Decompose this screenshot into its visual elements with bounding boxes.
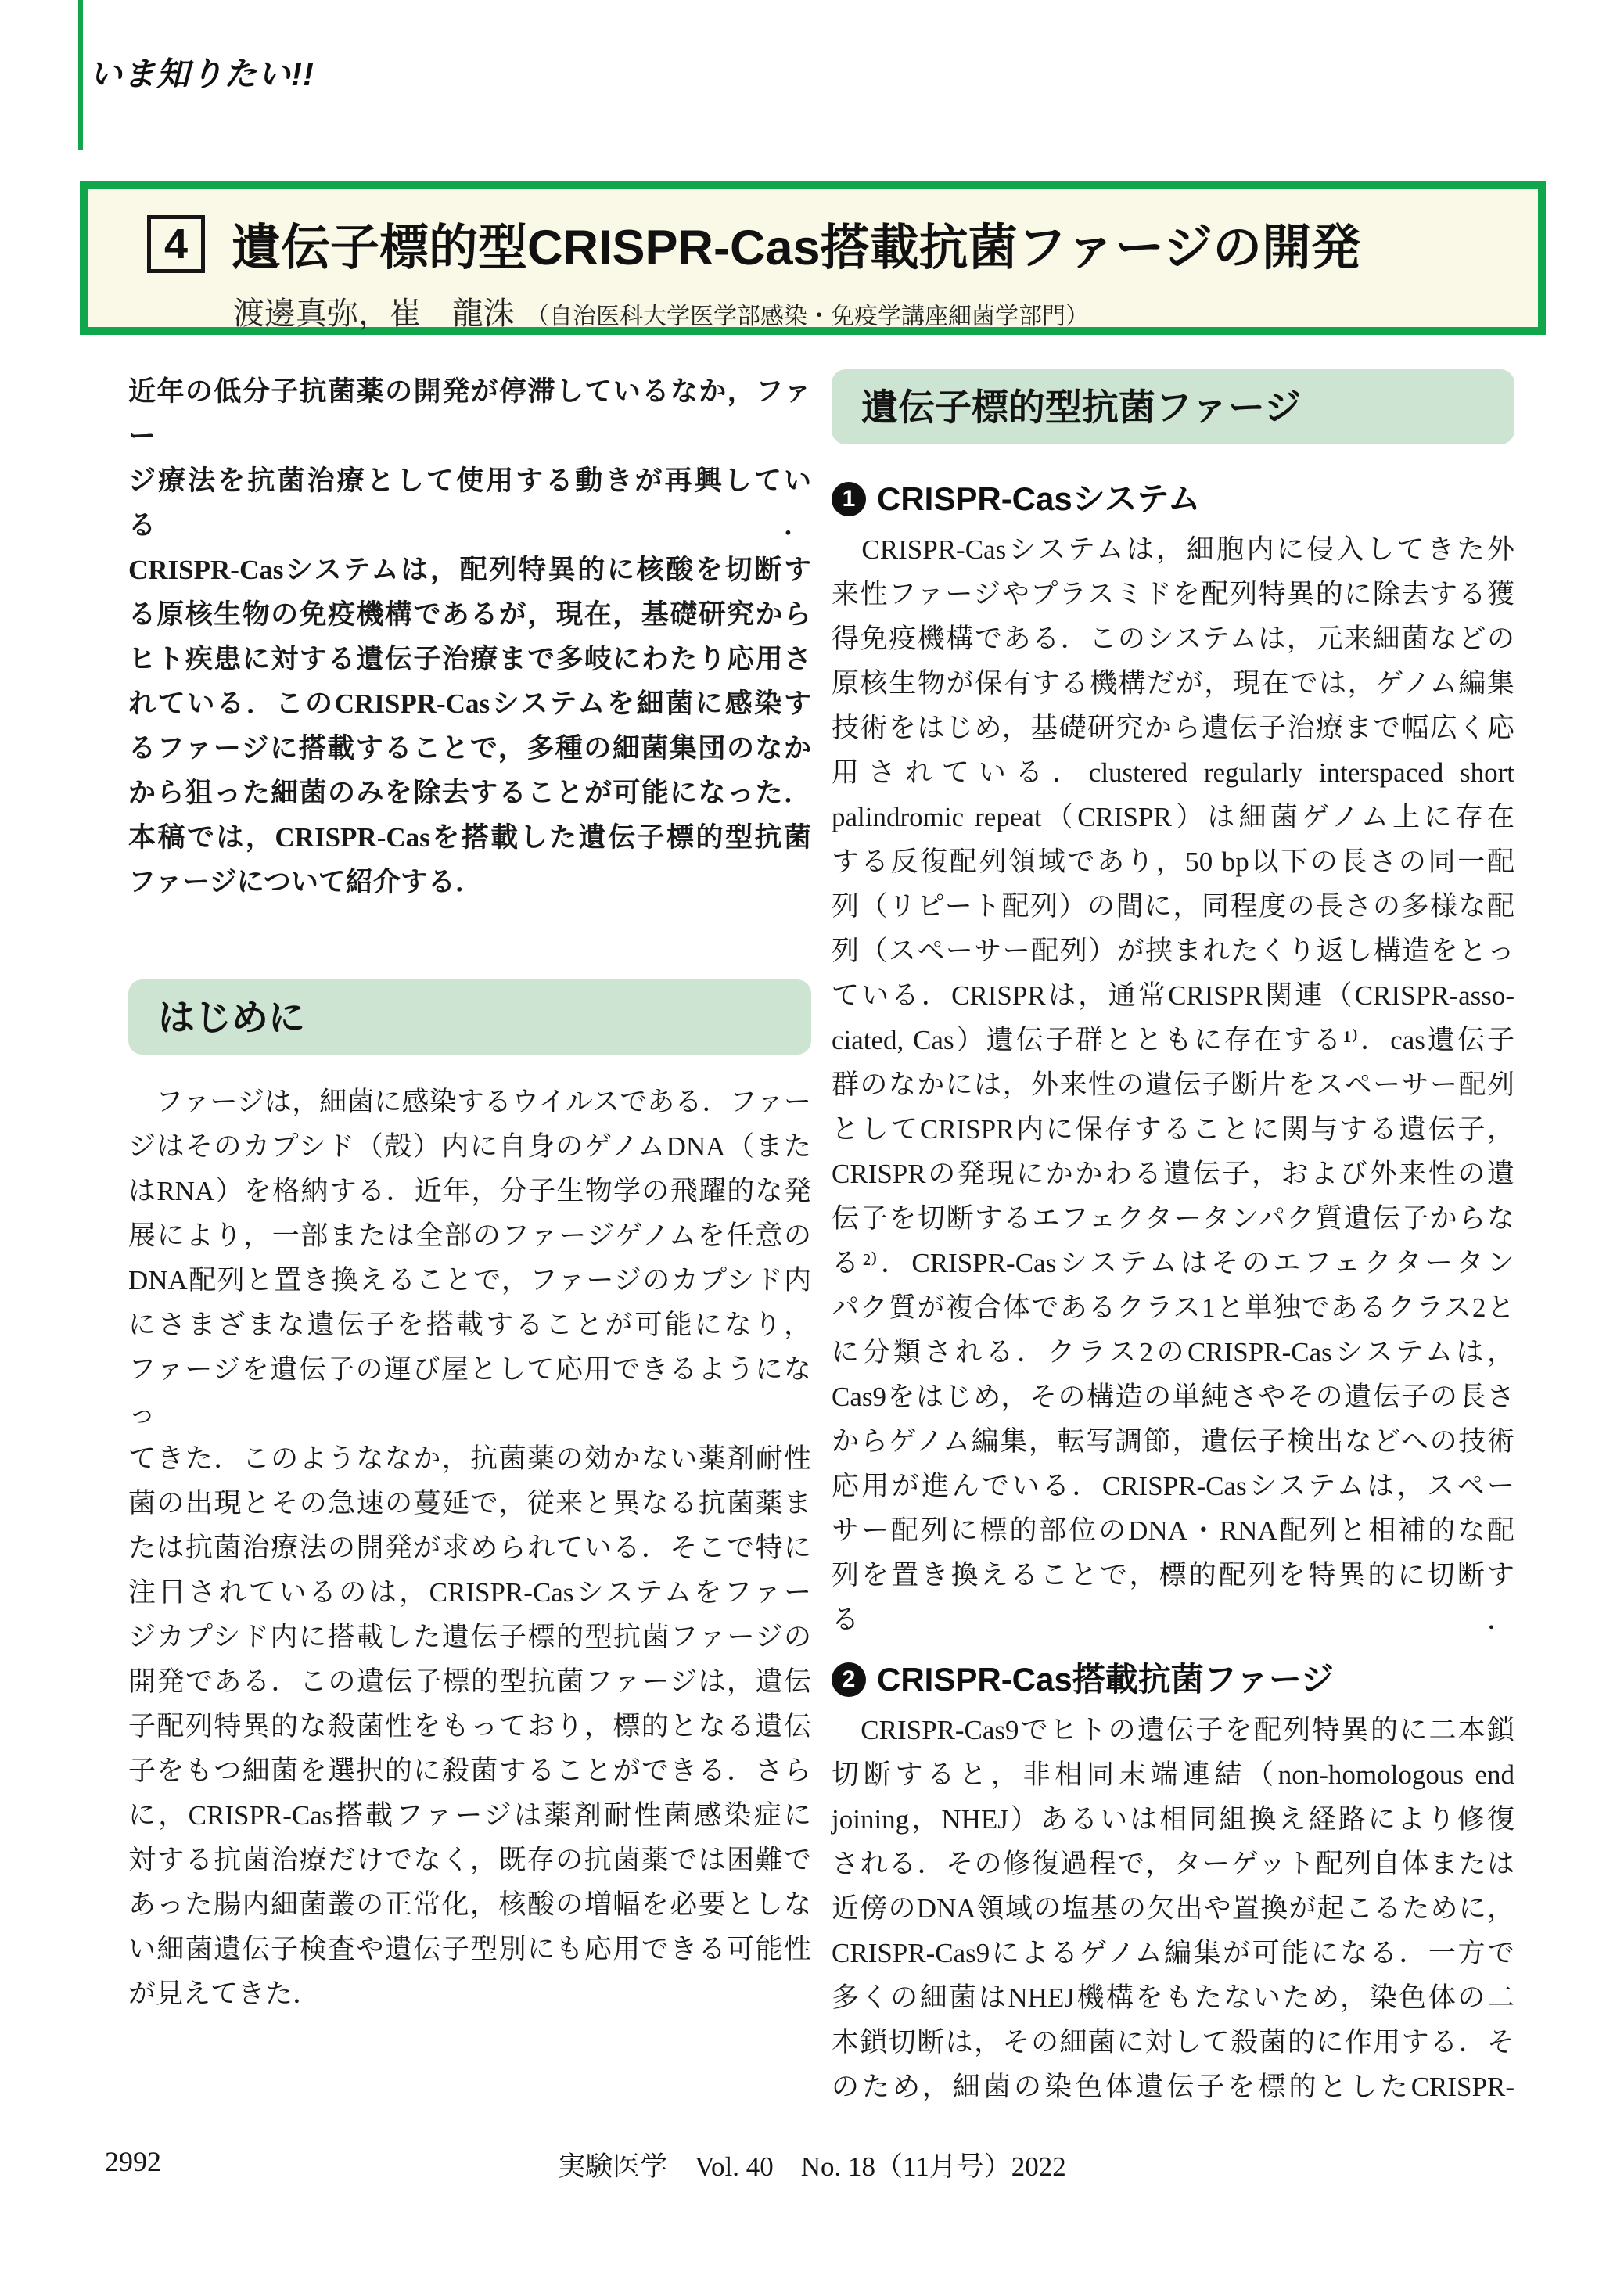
text-line: たは抗菌治療法の開発が求められている．そこで特に (128, 1533, 811, 1563)
authors-row (233, 289, 1538, 333)
subsection-2-label: CRISPR-Cas搭載抗菌ファージ (877, 1661, 1335, 1698)
text-line: joining，NHEJ）あるいは相同組換え経路により修復 (832, 1804, 1514, 1835)
text-line: る²⁾．CRISPR-Casシステムはそのエフェクタータン (832, 1248, 1514, 1278)
text-line: ファージを遺伝子の運び屋として応用できるようになっ (128, 1354, 811, 1429)
text-line: 得免疫機構である．このシステムは，元来細菌などの (832, 624, 1514, 654)
text-line: 群のなかには，外来性の遺伝子断片をスペーサー配列 (832, 1069, 1514, 1100)
text-line: ている．CRISPRは，通常CRISPR関連（CRISPR-asso- (832, 980, 1514, 1011)
article-title: 遺伝子標的型CRISPR-Cas搭載抗菌ファージの開発 (232, 221, 1361, 275)
left-accent-bar (78, 0, 83, 150)
text-line: からゲノム編集，転写調節，遺伝子検出などへの技術 (832, 1426, 1514, 1457)
page-number: 2992 (105, 2146, 161, 2177)
text-line: あった腸内細菌叢の正常化，核酸の増幅を必要としな (128, 1889, 811, 1920)
text-line: CRISPR-Cas9によるゲノム編集が可能になる．一方で (832, 1938, 1514, 1968)
right-column (832, 369, 1514, 2109)
text-line: 展により，一部または全部のファージゲノムを任意の (128, 1220, 811, 1251)
article-number-badge: 4 (147, 215, 205, 273)
text-line: い細菌遺伝子検査や遺伝子型別にも応用できる可能性 (128, 1934, 811, 1964)
circled-1-icon: 1 (832, 482, 866, 516)
article-title-box (80, 181, 1546, 335)
section-header-phage (832, 369, 1514, 444)
text-line: パク質が複合体であるクラス1と単独であるクラス2と (832, 1292, 1514, 1323)
section-header-label: 遺伝子標的型抗菌ファージ (861, 386, 1302, 428)
left-column (128, 369, 811, 2109)
page-footer (0, 2145, 1624, 2184)
text-line: ジカプシド内に搭載した遺伝子標的型抗菌ファージの (128, 1622, 811, 1652)
subsection-2-heading (832, 1659, 1514, 1700)
text-line: 列を置き換えることで，標的配列を特異的に切断する． (832, 1560, 1514, 1635)
series-kicker: いま知りたい!! (89, 56, 314, 92)
text-line: 伝子を切断するエフェクタータンパク質遺伝子からな (832, 1203, 1514, 1234)
text-line: 来性ファージやプラスミドを配列特異的に除去する獲 (832, 579, 1514, 609)
text-line: はRNA）を格納する．近年，分子生物学の飛躍的な発 (128, 1176, 811, 1206)
text-line: が見えてきた． (128, 1979, 321, 2009)
text-line: ファージについて紹介する． (128, 867, 483, 897)
text-line: 近傍のDNA領域の塩基の欠出や置換が起こるために， (832, 1893, 1514, 1924)
text-line: ヒト疾患に対する遺伝子治療まで多岐にわたり応用さ (128, 644, 811, 674)
text-line: 用されている．clustered regularly interspaced short (832, 757, 1514, 788)
title-row (88, 189, 1538, 279)
text-line: CRISPR-Casシステムは，配列特異的に核酸を切断す (128, 555, 811, 585)
section-header-label: はじめに (158, 996, 305, 1038)
text-line: CRISPR-Casシステムは，細胞内に侵入してきた外 (832, 534, 1514, 565)
text-line: される．その修復過程で，ターゲット配列自体または (832, 1849, 1514, 1879)
text-line: に分類される．クラス2のCRISPR-Casシステムは， (832, 1337, 1514, 1368)
circled-2-icon: 2 (832, 1662, 866, 1697)
text-line: てきた．このようななか，抗菌薬の効かない薬剤耐性 (128, 1443, 811, 1474)
text-line: 本稿では，CRISPR-Casを搭載した遺伝子標的型抗菌 (128, 822, 811, 853)
text-line: 近年の低分子抗菌薬の開発が停滞しているなか，ファー (128, 376, 811, 451)
text-line: 多くの細菌はNHEJ機構をもたないため，染色体の二 (832, 1982, 1514, 2013)
section-header-hajimeni (128, 979, 811, 1055)
text-line: palindromic repeat（CRISPR）は細菌ゲノム上に存在 (832, 802, 1514, 832)
text-line: DNA配列と置き換えることで，ファージのカプシド内 (128, 1265, 811, 1296)
text-line: ジ療法を抗菌治療として使用する動きが再興している． (128, 465, 811, 541)
text-line: に，CRISPR-Cas搭載ファージは薬剤耐性菌感染症に (128, 1800, 811, 1831)
subsection-2-paragraph (832, 1708, 1514, 2109)
text-line: サー配列に標的部位のDNA・RNA配列と相補的な配 (832, 1515, 1514, 1546)
text-line: 応用が進んでいる．CRISPR-Casシステムは，スペー (832, 1471, 1514, 1501)
journal-issue-line: 実験医学 Vol. 40 No. 18（11月号）2022 (558, 2151, 1066, 2182)
abstract-paragraph (128, 369, 811, 904)
text-line: 本鎖切断は，その細菌に対して殺菌的に作用する．そ (832, 2027, 1514, 2058)
author-names: 渡邊真弥，崔 龍洙 (233, 296, 515, 331)
text-line: ジはそのカプシド（殻）内に自身のゲノムDNA（また (128, 1131, 811, 1162)
text-line: 対する抗菌治療だけでなく，既存の抗菌薬では困難で (128, 1845, 811, 1875)
text-line: 注目されているのは，CRISPR-Casシステムをファー (128, 1577, 811, 1608)
text-line: 列（スペーサー配列）が挟まれたくり返し構造をとっ (832, 936, 1514, 966)
author-affiliation: （自治医科大学医学部感染・免疫学講座細菌学部門） (526, 304, 1089, 329)
subsection-1-heading (832, 479, 1514, 519)
text-line: 菌の出現とその急速の蔓延で，従来と異なる抗菌薬ま (128, 1488, 811, 1518)
text-line: する反復配列領域であり，50 bp以下の長さの同一配 (832, 846, 1514, 877)
text-line: ファージは，細菌に感染するウイルスである．ファー (128, 1087, 811, 1117)
two-column-body (128, 369, 1514, 2109)
text-line: CRISPR-Cas9でヒトの遺伝子を配列特異的に二本鎖 (832, 1715, 1514, 1745)
text-line: のため，細菌の染色体遺伝子を標的としたCRISPR- (832, 2072, 1514, 2102)
text-line: から狙った細菌のみを除去することが可能になった． (128, 778, 811, 808)
text-line: Cas9をはじめ，その構造の単純さやその遺伝子の長さ (832, 1382, 1514, 1412)
text-line: ciated, Cas）遺伝子群とともに存在する¹⁾．cas遺伝子 (832, 1025, 1514, 1055)
text-line: 切断すると，非相同末端連結（non-homologous end (832, 1759, 1514, 1790)
subsection-1-paragraph (832, 527, 1514, 1642)
text-line: るファージに搭載することで，多種の細菌集団のなか (128, 733, 811, 764)
text-line: る原核生物の免疫機構であるが，現在，基礎研究から (128, 599, 811, 630)
text-line: 開発である．この遺伝子標的型抗菌ファージは，遺伝 (128, 1666, 811, 1697)
hajimeni-paragraph (128, 1080, 811, 2016)
text-line: としてCRISPR内に保存することに関与する遺伝子， (832, 1114, 1514, 1145)
text-line: 子配列特異的な殺菌性をもっており，標的となる遺伝 (128, 1711, 811, 1741)
text-line: 原核生物が保有する機構だが，現在では，ゲノム編集 (832, 668, 1514, 699)
text-line: 列（リピート配列）の間に，同程度の長さの多様な配 (832, 891, 1514, 922)
text-line: CRISPRの発現にかかわる遺伝子，および外来性の遺 (832, 1159, 1514, 1189)
text-line: れている．このCRISPR-Casシステムを細菌に感染す (128, 688, 811, 719)
text-line: 技術をはじめ，基礎研究から遺伝子治療まで幅広く応 (832, 713, 1514, 743)
text-line: にさまざまな遺伝子を搭載することが可能になり， (128, 1310, 811, 1340)
text-line: 子をもつ細菌を選択的に殺菌することができる．さら (128, 1756, 811, 1786)
subsection-1-label: CRISPR-Casシステム (877, 480, 1201, 517)
